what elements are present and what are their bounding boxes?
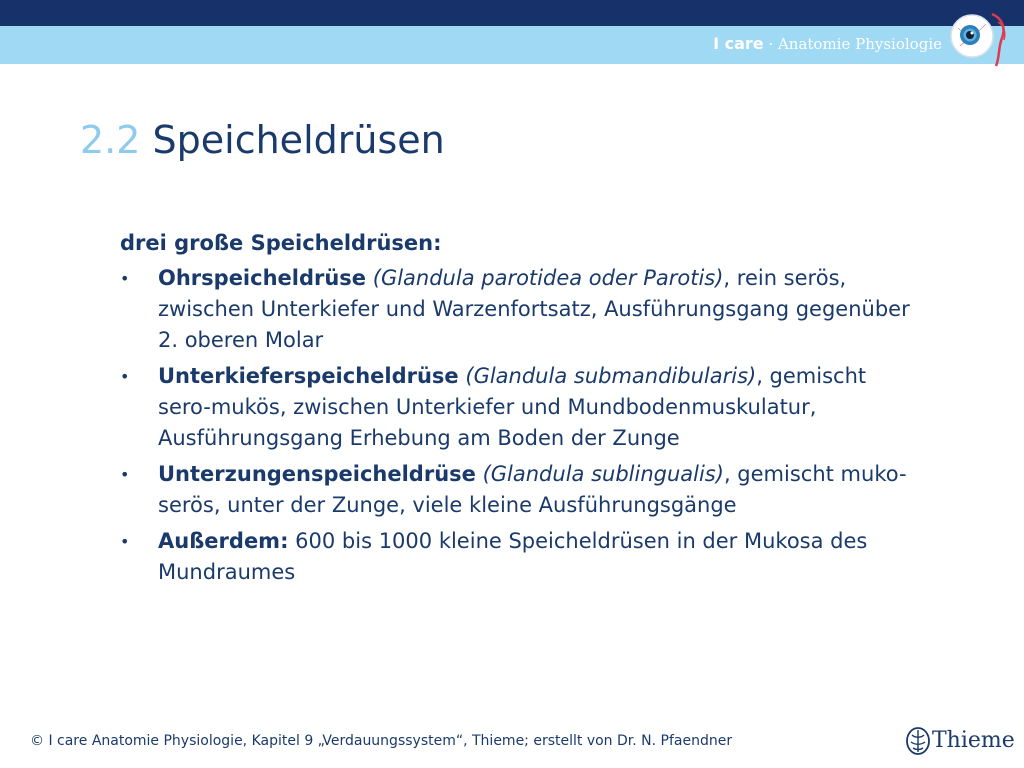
bullet-item-parotis (120, 263, 920, 356)
footer-copyright: © I care Anatomie Physiologie, Kapitel 9 „Verdauungssystem“, Thieme; erstellt von Dr. N. Pfaendner (30, 733, 733, 749)
publisher-name: Thieme (932, 728, 1015, 753)
bullet-text: 600 bis 1000 kleine Speicheldrüsen in der Mukosa des Mundraumes (158, 529, 868, 584)
bullet-dot-icon: • (120, 367, 130, 386)
bullet-term: Außerdem: (158, 529, 289, 553)
bullet-term: Unterkieferspeicheldrüse (158, 364, 459, 388)
brand-separator: · (763, 35, 778, 53)
slide-content (120, 228, 920, 593)
header-top-bar (0, 0, 1024, 26)
bullet-list (120, 263, 920, 588)
title-number: 2.2 (80, 118, 141, 162)
bullet-latin: (Glandula sublingualis) (482, 462, 724, 486)
bullet-item-ausserdem (120, 526, 920, 588)
bullet-latin: (Glandula submandibularis) (465, 364, 757, 388)
bullet-text: , gemischt muko-serös, unter der Zunge, viele kleine Ausführungsgänge (158, 462, 907, 517)
bullet-item-sublingualis (120, 459, 920, 521)
subheading: drei große Speicheldrüsen: (120, 231, 442, 255)
bullet-item-submandibularis (120, 361, 920, 454)
brand-rest: Anatomie Physiologie (777, 35, 942, 53)
bullet-term: Ohrspeicheldrüse (158, 266, 367, 290)
brand-strong: I care (713, 34, 764, 53)
brand-label (713, 34, 942, 53)
bullet-dot-icon: • (120, 269, 130, 288)
bullet-text: , rein serös, zwischen Unterkiefer und Warzenfortsatz, Ausführungsgang gegenüber 2. oberen Molar (158, 266, 910, 352)
bullet-latin: (Glandula parotidea oder Parotis) (372, 266, 724, 290)
bullet-term: Unterzungenspeicheldrüse (158, 462, 476, 486)
eye-logo-icon (948, 4, 1012, 68)
thieme-logo-icon (905, 726, 931, 756)
page-title (80, 118, 445, 162)
title-text: Speicheldrüsen (152, 118, 445, 162)
bullet-dot-icon: • (120, 465, 130, 484)
bullet-dot-icon: • (120, 532, 130, 551)
bullet-text: , gemischt sero-mukös, zwischen Unterkiefer und Mundbodenmuskulatur, Ausführungsgang Erhebung am Boden der Zunge (158, 364, 867, 450)
